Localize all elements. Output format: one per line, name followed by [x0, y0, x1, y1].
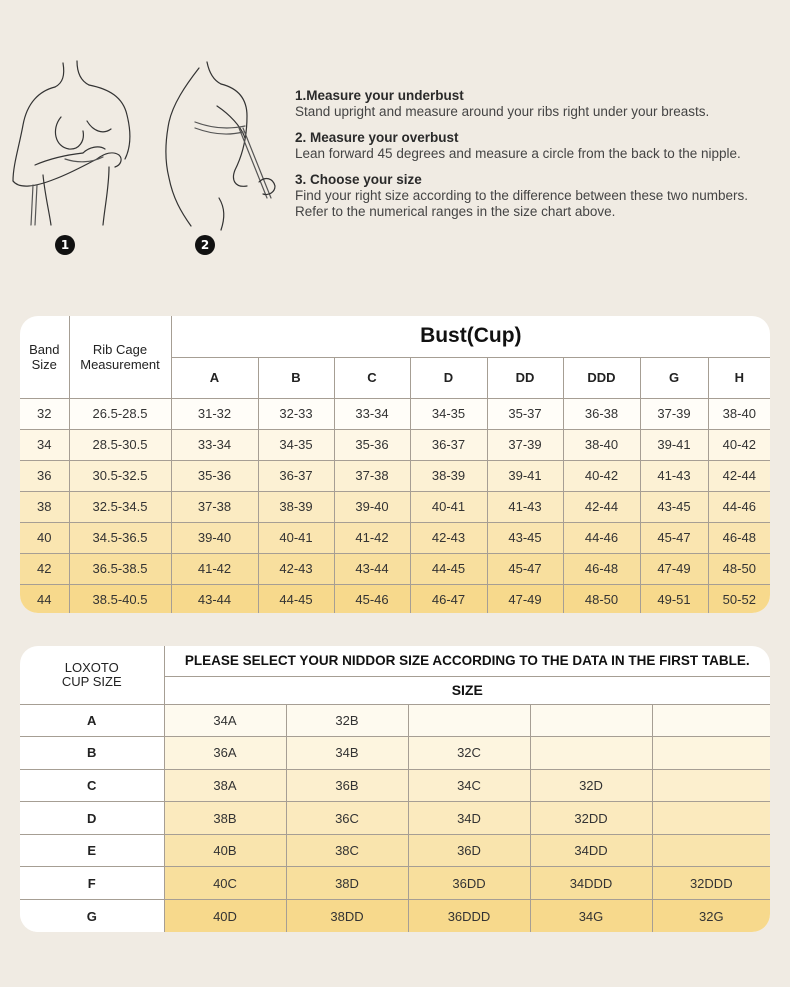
bust-range-cell: 48-50	[563, 584, 640, 613]
bust-range-cell: 40-41	[410, 491, 487, 522]
underbust-illustration	[5, 55, 155, 230]
bust-range-cell: 46-48	[563, 553, 640, 584]
cup-header-d: D	[410, 357, 487, 398]
size-option-cell: 36D	[408, 834, 530, 867]
bust-range-cell: 44-46	[708, 491, 770, 522]
step-1-text: Stand upright and measure around your ribs right under your breasts.	[295, 104, 710, 119]
step-3-text-2: Refer to the numerical ranges in the size chart above.	[295, 204, 616, 219]
cup-header-g: G	[640, 357, 708, 398]
size-option-cell: 40C	[164, 867, 286, 900]
bust-range-cell: 37-39	[487, 429, 563, 460]
band-size-cell: 44	[20, 584, 69, 613]
step-1	[295, 88, 785, 120]
bust-range-cell: 39-41	[640, 429, 708, 460]
loxoto-cup-cell: A	[20, 704, 164, 737]
table-row	[20, 429, 770, 460]
size-option-cell: 36C	[286, 802, 408, 835]
bust-range-cell: 42-44	[563, 491, 640, 522]
rib-cage-cell: 38.5-40.5	[69, 584, 171, 613]
bust-range-cell: 42-43	[258, 553, 334, 584]
table-row	[20, 584, 770, 613]
step-2-title: 2. Measure your overbust	[295, 130, 459, 145]
size-option-cell: 32D	[530, 769, 652, 802]
step-1-badge: 1	[55, 235, 75, 255]
bust-size-chart	[20, 316, 770, 613]
bust-range-cell: 35-37	[487, 398, 563, 429]
loxoto-cup-cell: C	[20, 769, 164, 802]
size-option-cell: 38D	[286, 867, 408, 900]
band-size-cell: 34	[20, 429, 69, 460]
size-option-cell: 34D	[408, 802, 530, 835]
bust-range-cell: 32-33	[258, 398, 334, 429]
cup-header-h: H	[708, 357, 770, 398]
size-option-cell: 36A	[164, 737, 286, 770]
bust-range-cell: 33-34	[334, 398, 410, 429]
loxoto-cup-size-header: LOXOTO CUP SIZE	[20, 646, 164, 704]
size-option-cell	[530, 737, 652, 770]
bust-size-table	[20, 316, 770, 613]
bust-range-cell: 46-48	[708, 522, 770, 553]
table-row	[20, 704, 770, 737]
bust-range-cell: 38-40	[563, 429, 640, 460]
bust-range-cell: 37-38	[171, 491, 258, 522]
size-option-cell: 32B	[286, 704, 408, 737]
bust-range-cell: 40-42	[708, 429, 770, 460]
bust-range-cell: 45-47	[487, 553, 563, 584]
band-size-cell: 38	[20, 491, 69, 522]
size-option-cell: 34C	[408, 769, 530, 802]
size-option-cell: 38DD	[286, 900, 408, 932]
rib-cage-cell: 36.5-38.5	[69, 553, 171, 584]
cup-header-dd: DD	[487, 357, 563, 398]
band-size-cell: 32	[20, 398, 69, 429]
size-option-cell: 36DD	[408, 867, 530, 900]
bust-range-cell: 44-45	[410, 553, 487, 584]
bust-range-cell: 39-40	[334, 491, 410, 522]
bust-range-cell: 42-44	[708, 460, 770, 491]
size-option-cell: 38A	[164, 769, 286, 802]
bust-range-cell: 44-45	[258, 584, 334, 613]
loxoto-cup-cell: B	[20, 737, 164, 770]
bust-range-cell: 38-40	[708, 398, 770, 429]
step-2-badge: 2	[195, 235, 215, 255]
table-row	[20, 802, 770, 835]
size-option-cell: 34DDD	[530, 867, 652, 900]
step-3-text: Find your right size according to the difference between these two numbers.	[295, 188, 749, 203]
bust-range-cell: 34-35	[410, 398, 487, 429]
underbust-figure	[5, 55, 155, 252]
table-row	[20, 491, 770, 522]
measurement-instructions	[295, 88, 785, 230]
size-option-cell: 36B	[286, 769, 408, 802]
size-option-cell	[530, 704, 652, 737]
size-option-cell: 32DDD	[652, 867, 770, 900]
cup-header-a: A	[171, 357, 258, 398]
size-option-cell: 32G	[652, 900, 770, 932]
size-option-cell	[652, 704, 770, 737]
table-row	[20, 398, 770, 429]
size-selection-notice: PLEASE SELECT YOUR NIDDOR SIZE ACCORDING TO THE DATA IN THE FIRST TABLE.	[164, 646, 770, 676]
size-option-cell: 32C	[408, 737, 530, 770]
table-row	[20, 553, 770, 584]
bust-range-cell: 40-41	[258, 522, 334, 553]
loxoto-cup-cell: E	[20, 834, 164, 867]
loxoto-cup-cell: F	[20, 867, 164, 900]
bust-range-cell: 45-47	[640, 522, 708, 553]
bust-range-cell: 41-43	[640, 460, 708, 491]
rib-cage-cell: 32.5-34.5	[69, 491, 171, 522]
step-1-title: 1.Measure your underbust	[295, 88, 464, 103]
bust-range-cell: 37-39	[640, 398, 708, 429]
size-option-cell: 34A	[164, 704, 286, 737]
bust-range-cell: 33-34	[171, 429, 258, 460]
bust-range-cell: 44-46	[563, 522, 640, 553]
bust-range-cell: 43-45	[640, 491, 708, 522]
band-size-cell: 36	[20, 460, 69, 491]
bust-range-cell: 36-38	[563, 398, 640, 429]
table-row	[20, 769, 770, 802]
cup-size-table	[20, 646, 770, 932]
bust-cup-title: Bust(Cup)	[171, 316, 770, 357]
band-size-cell: 42	[20, 553, 69, 584]
table-row	[20, 867, 770, 900]
loxoto-cup-cell: G	[20, 900, 164, 932]
bust-range-cell: 37-38	[334, 460, 410, 491]
size-option-cell	[652, 834, 770, 867]
band-size-header: Band Size	[20, 316, 69, 398]
cup-header-c: C	[334, 357, 410, 398]
cup-header-b: B	[258, 357, 334, 398]
bust-range-cell: 48-50	[708, 553, 770, 584]
table-row	[20, 522, 770, 553]
bust-range-cell: 36-37	[410, 429, 487, 460]
size-option-cell: 34B	[286, 737, 408, 770]
bust-range-cell: 41-42	[171, 553, 258, 584]
size-option-cell: 34DD	[530, 834, 652, 867]
size-option-cell: 40B	[164, 834, 286, 867]
bust-range-cell: 47-49	[487, 584, 563, 613]
bust-range-cell: 43-45	[487, 522, 563, 553]
overbust-illustration	[155, 58, 285, 233]
bust-range-cell: 46-47	[410, 584, 487, 613]
rib-cage-header: Rib Cage Measurement	[69, 316, 171, 398]
bust-range-cell: 50-52	[708, 584, 770, 613]
size-option-cell: 36DDD	[408, 900, 530, 932]
size-option-cell	[652, 737, 770, 770]
step-2-text: Lean forward 45 degrees and measure a circle from the back to the nipple.	[295, 146, 741, 161]
step-3-title: 3. Choose your size	[295, 172, 422, 187]
table-row	[20, 834, 770, 867]
size-option-cell: 34G	[530, 900, 652, 932]
step-3	[295, 172, 785, 220]
rib-cage-cell: 26.5-28.5	[69, 398, 171, 429]
rib-cage-cell: 34.5-36.5	[69, 522, 171, 553]
size-header: SIZE	[164, 676, 770, 704]
table-row	[20, 737, 770, 770]
bust-range-cell: 35-36	[171, 460, 258, 491]
bust-range-cell: 47-49	[640, 553, 708, 584]
overbust-figure	[155, 58, 285, 252]
bust-range-cell: 45-46	[334, 584, 410, 613]
bust-range-cell: 41-42	[334, 522, 410, 553]
bust-range-cell: 36-37	[258, 460, 334, 491]
bust-range-cell: 34-35	[258, 429, 334, 460]
bust-range-cell: 31-32	[171, 398, 258, 429]
bust-range-cell: 39-40	[171, 522, 258, 553]
cup-header-ddd: DDD	[563, 357, 640, 398]
table-row	[20, 900, 770, 932]
size-option-cell: 38B	[164, 802, 286, 835]
size-option-cell	[652, 769, 770, 802]
bust-range-cell: 42-43	[410, 522, 487, 553]
bust-range-cell: 49-51	[640, 584, 708, 613]
table-row	[20, 460, 770, 491]
bust-range-cell: 38-39	[258, 491, 334, 522]
bust-range-cell: 39-41	[487, 460, 563, 491]
size-option-cell	[652, 802, 770, 835]
bust-range-cell: 38-39	[410, 460, 487, 491]
band-size-cell: 40	[20, 522, 69, 553]
bust-range-cell: 41-43	[487, 491, 563, 522]
bust-range-cell: 40-42	[563, 460, 640, 491]
loxoto-cup-cell: D	[20, 802, 164, 835]
bust-range-cell: 43-44	[171, 584, 258, 613]
size-option-cell	[408, 704, 530, 737]
cup-size-conversion-chart	[20, 646, 770, 932]
bust-range-cell: 35-36	[334, 429, 410, 460]
size-option-cell: 40D	[164, 900, 286, 932]
size-option-cell: 32DD	[530, 802, 652, 835]
bust-range-cell: 43-44	[334, 553, 410, 584]
size-option-cell: 38C	[286, 834, 408, 867]
rib-cage-cell: 28.5-30.5	[69, 429, 171, 460]
step-2	[295, 130, 785, 162]
rib-cage-cell: 30.5-32.5	[69, 460, 171, 491]
